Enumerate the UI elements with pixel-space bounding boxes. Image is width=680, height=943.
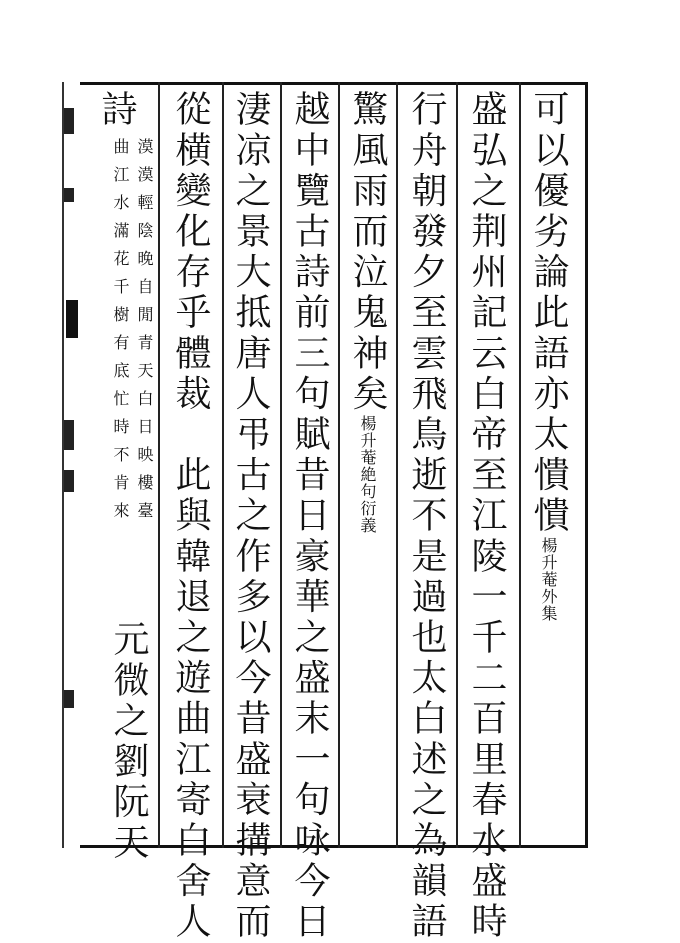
column-text: 盛弘之荆州記云白帝至江陵一千二百里春水盛時 bbox=[466, 90, 507, 943]
edge-mark bbox=[64, 108, 74, 134]
sub-column-left: 曲江水滿花千樹有底忙時不肯來 bbox=[111, 138, 130, 530]
column-rule bbox=[222, 82, 224, 848]
column-rule bbox=[158, 82, 160, 848]
column-rule bbox=[456, 82, 458, 848]
column-rule bbox=[519, 82, 521, 848]
text-frame bbox=[80, 82, 588, 848]
column-rule bbox=[396, 82, 398, 848]
edge-mark bbox=[64, 188, 74, 202]
column-rule bbox=[280, 82, 282, 848]
column-text: 驚風雨而泣鬼神矣 bbox=[347, 90, 388, 415]
text-column-1 bbox=[528, 90, 569, 622]
column-text: 元微之劉阮天 bbox=[108, 620, 149, 864]
column-text: 詩 bbox=[96, 90, 137, 131]
page-edge bbox=[0, 0, 78, 932]
text-column-6 bbox=[230, 90, 271, 943]
column-note: 楊升菴外集 bbox=[539, 536, 558, 622]
text-column-8 bbox=[96, 90, 137, 131]
column-text: 從横變化存乎體裁 此與韓退之遊曲江寄白舍人 bbox=[170, 90, 211, 943]
text-column-8-tail bbox=[108, 620, 149, 864]
text-column-7 bbox=[170, 90, 211, 943]
column-text: 越中覽古詩前三句賦昔日豪華之盛末一句咏今日 bbox=[289, 90, 330, 943]
edge-mark bbox=[64, 420, 74, 450]
text-column-3 bbox=[406, 90, 447, 943]
column-text: 淒凉之景大抵唐人弔古之作多以今昔盛衰搆意而 bbox=[230, 90, 271, 943]
column-rule bbox=[338, 82, 340, 848]
sub-column-right: 漠漠輕陰晚自閒青天白日映樓臺 bbox=[135, 138, 154, 530]
text-column-4 bbox=[347, 90, 388, 534]
edge-mark bbox=[64, 690, 74, 708]
column-text: 可以優劣論此語亦太憒憒 bbox=[528, 90, 569, 537]
edge-mark bbox=[64, 470, 74, 492]
column-text: 行舟朝發夕至雲飛鳥逝不是過也太白述之為韻語 bbox=[406, 90, 447, 943]
column-note: 楊升菴絶句衍義 bbox=[358, 414, 377, 534]
text-column-5 bbox=[289, 90, 330, 943]
fishtail-mark bbox=[66, 300, 78, 338]
text-column-2 bbox=[466, 90, 507, 943]
